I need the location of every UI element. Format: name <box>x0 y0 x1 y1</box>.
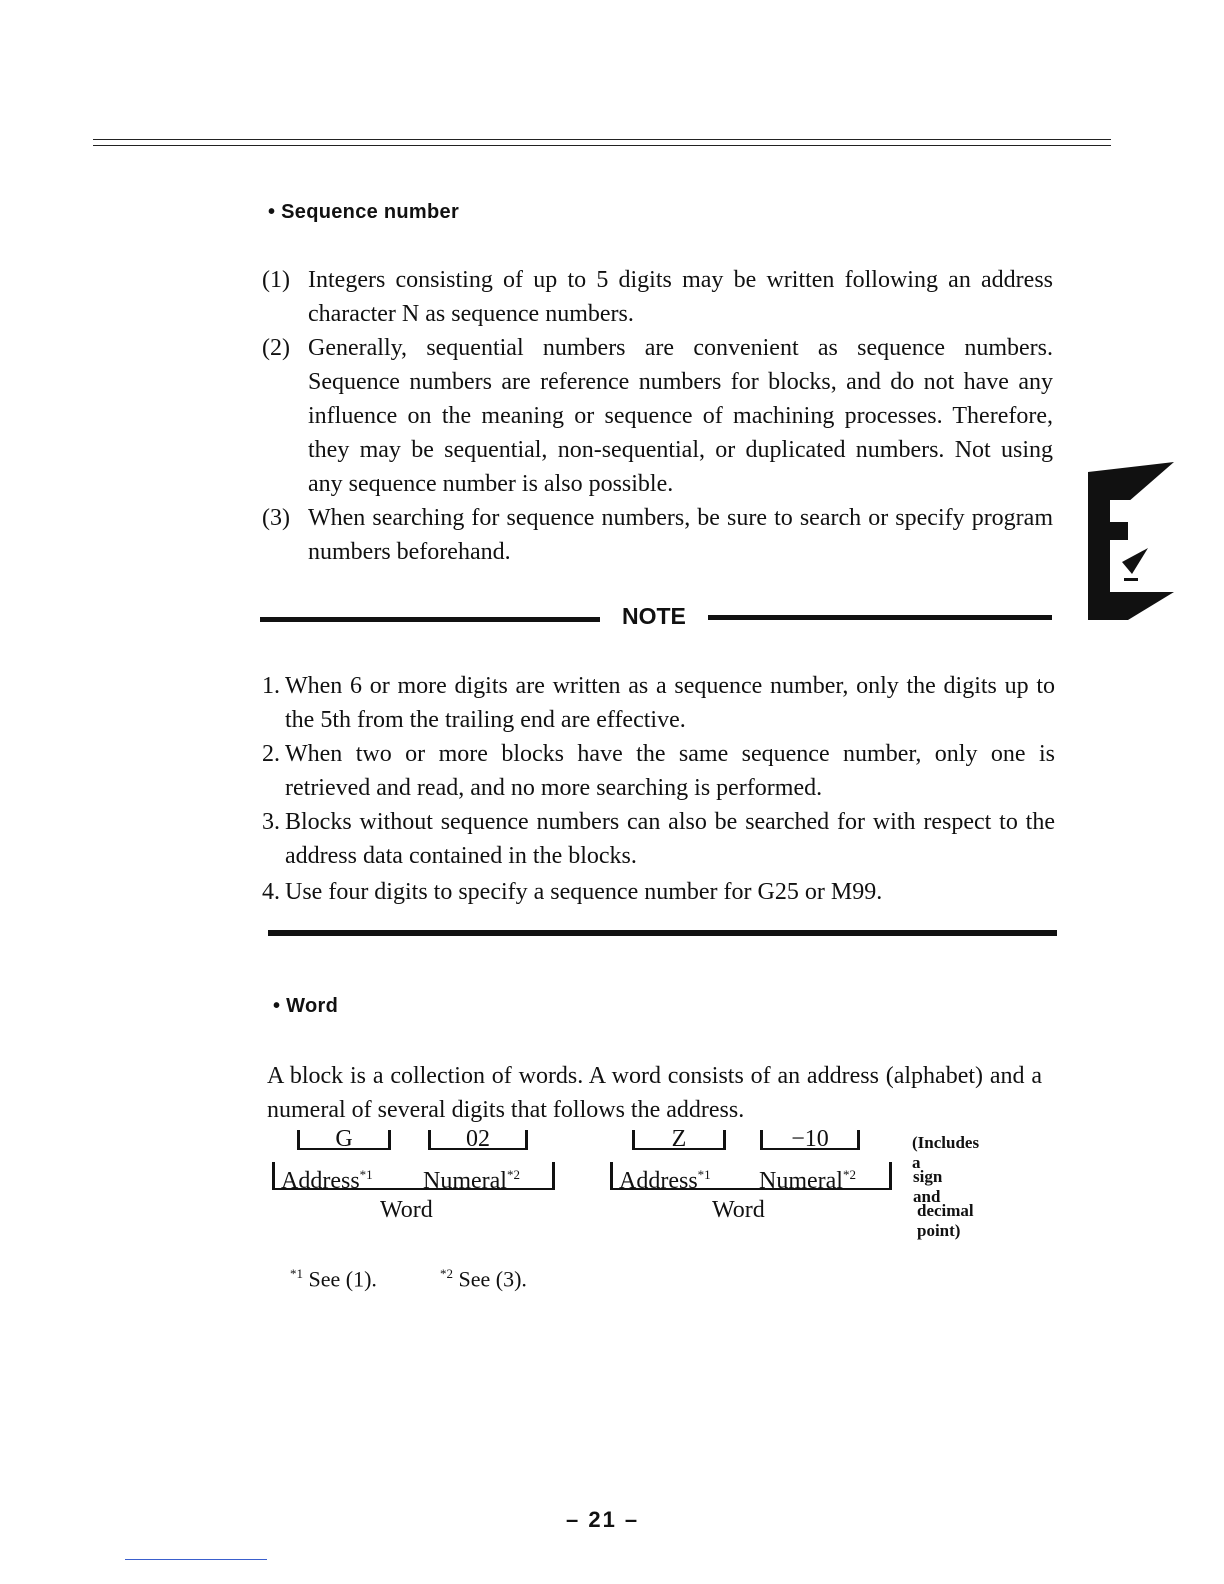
word2-labels <box>610 1162 892 1194</box>
side-note-line3: decimal point) <box>917 1201 974 1240</box>
footnote-1-text: See (1). <box>308 1266 377 1292</box>
word1-address-value: G <box>297 1130 391 1150</box>
word2-address-sup: *1 <box>697 1167 711 1182</box>
footnote-1 <box>290 1266 377 1292</box>
word1-address-label: Address <box>281 1168 360 1194</box>
word1-address-label-group <box>281 1162 373 1194</box>
word-paragraph: A block is a collection of words. A word consists of an address (alphabet) and a numeral of several digits that follows the address. <box>267 1063 1042 1123</box>
footnote-2-mark: *2 <box>440 1266 453 1281</box>
sequence-item-2-num: (2) <box>262 335 290 361</box>
note-right-bar <box>708 615 1052 620</box>
word1-numeral-value: 02 <box>428 1130 528 1150</box>
sequence-item-3-num: (3) <box>262 505 290 531</box>
word2-numeral-value: −10 <box>760 1130 860 1150</box>
note-item-1-num: 1. <box>262 673 280 699</box>
note-title: NOTE <box>622 603 686 629</box>
word2-address-label: Address <box>619 1168 698 1194</box>
page-number: – 21 – <box>566 1507 640 1532</box>
note-item-1-text: When 6 or more digits are written as a sequence number, only the digits up to the 5th from the trailing end are effective. <box>285 673 1055 733</box>
note-left-bar <box>260 617 600 622</box>
word2-numeral-sup: *2 <box>842 1167 856 1182</box>
note-item-4-text: Use four digits to specify a sequence number for G25 or M99. <box>285 879 883 905</box>
sequence-list <box>262 263 1057 573</box>
footnote-2-text: See (3). <box>458 1266 527 1292</box>
note-item-2-text: When two or more blocks have the same sequence number, only one is retrieved and read, and no more searching is performed. <box>285 741 1055 801</box>
note-item-3-num: 3. <box>262 809 280 835</box>
word1-address-sup: *1 <box>359 1167 373 1182</box>
note-list <box>262 669 1057 909</box>
word1-labels <box>272 1162 555 1194</box>
word1-numeral-label: Numeral <box>423 1168 507 1194</box>
note-item-2-num: 2. <box>262 741 280 767</box>
word2-address-value: Z <box>632 1130 726 1150</box>
word-heading: • Word <box>273 995 339 1017</box>
note-item-3-text: Blocks without sequence numbers can also be searched for with respect to the address data contained in the blocks. <box>285 809 1055 869</box>
sequence-item-1-num: (1) <box>262 267 290 293</box>
side-note-line2: sign and <box>913 1167 943 1206</box>
word1-numeral-sup: *2 <box>506 1167 520 1182</box>
note-bottom-bar <box>268 930 1057 936</box>
sequence-item-2-text: Generally, sequential numbers are convenient as sequence numbers. Sequence numbers are reference numbers for blocks, and do not have any influence on the meaning or sequence of machining processes. Therefore, they may be sequential, non-sequential, or duplicated numbers. Not using any sequence number is also possible. <box>308 335 1053 497</box>
sequence-item-3-text: When searching for sequence numbers, be sure to search or specify program numbers beforehand. <box>308 505 1053 565</box>
top-rule-1 <box>93 139 1111 140</box>
footnote-2 <box>440 1266 527 1292</box>
word2-word-label: Word <box>712 1197 765 1223</box>
word2-numeral-label: Numeral <box>759 1168 843 1194</box>
note-item-4-num: 4. <box>262 879 280 905</box>
word2-address-label-group <box>619 1162 711 1194</box>
word1-word-label: Word <box>380 1197 433 1223</box>
chapter-tab-icon <box>1088 462 1174 620</box>
sequence-number-heading: • Sequence number <box>268 201 460 223</box>
sequence-item-1-text: Integers consisting of up to 5 digits may be written following an address character N as sequence numbers. <box>308 267 1053 327</box>
bottom-link-rule <box>125 1559 267 1560</box>
word2-numeral-label-group <box>759 1162 856 1194</box>
side-note-line1: (Includes a <box>912 1133 980 1172</box>
top-rule-2 <box>93 145 1111 146</box>
word1-numeral-label-group <box>423 1162 520 1194</box>
footnote-1-mark: *1 <box>290 1266 303 1281</box>
